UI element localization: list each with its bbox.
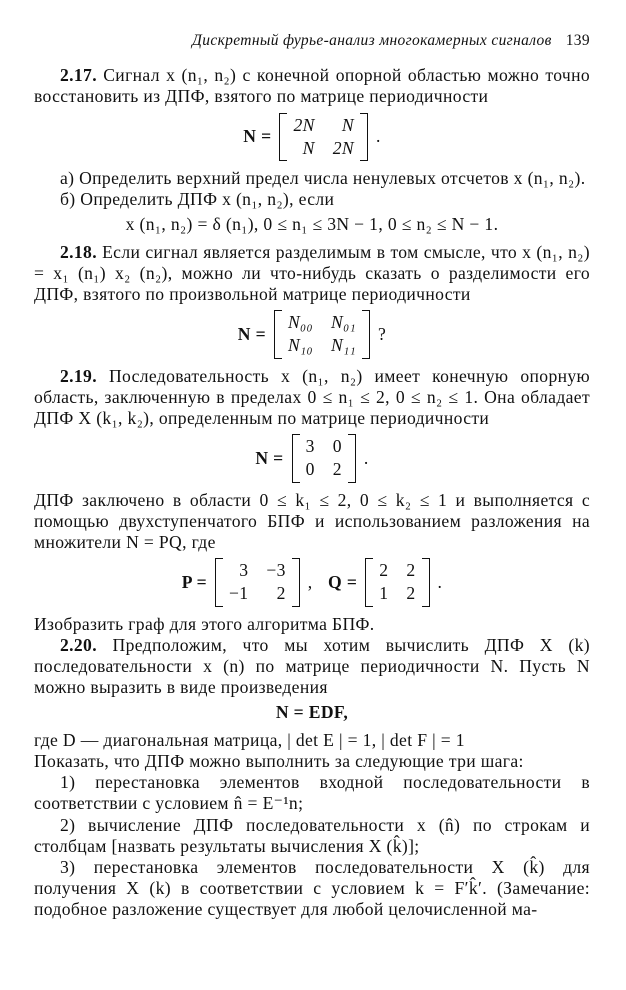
matrix-cell: 3	[239, 560, 249, 581]
matrix-label: N =	[237, 323, 266, 344]
problem-2-17-intro	[34, 65, 590, 107]
problem-text: Сигнал x (n₁, n₂) с конечной опорной областью можно точно восстановить из ДПФ, взятого по матрице периодичности	[34, 65, 591, 107]
right-bracket	[360, 113, 368, 161]
right-bracket	[362, 310, 370, 358]
problem-2-18	[34, 242, 590, 306]
problem-2-20-text3: Показать, что ДПФ можно выполнить за следующие три шага:	[34, 750, 524, 771]
matrix-equation-2-17: N = 2N N N 2N .	[34, 113, 590, 161]
matrix-cell: 2	[276, 583, 286, 604]
left-bracket	[279, 113, 287, 161]
problem-2-19-task: Изобразить граф для этого алгоритма БПФ.	[34, 613, 375, 634]
matrix-grid	[223, 558, 292, 606]
equation-edf: N = EDF,	[275, 702, 349, 723]
problem-number: 2.19.	[60, 365, 97, 386]
right-bracket	[348, 434, 356, 482]
left-bracket	[215, 558, 223, 606]
problem-number: 2.17.	[60, 65, 97, 86]
question-mark: ?	[378, 323, 387, 344]
matrix-equation-2-19: N = 3 0 0 2 .	[34, 434, 590, 482]
matrix-cell: 2	[406, 583, 416, 604]
problem-2-20-text2: где D — диагональная матрица, | det E | = 1, | det F | = 1	[34, 729, 465, 750]
running-header	[34, 30, 590, 51]
matrix-label: N =	[255, 447, 284, 468]
left-bracket	[365, 558, 373, 606]
matrix-grid	[373, 558, 421, 606]
left-bracket	[274, 310, 282, 358]
step-3: 3) перестановка элементов последовательности X (k̂) для получения X (k) в соответствии с условием k = F′k̂′. (Замечание: подобное разложение существует для любой целочисленной ма-	[34, 856, 590, 920]
matrix-n	[292, 434, 356, 482]
matrix-label: Q =	[328, 571, 358, 592]
matrix-label: P =	[181, 571, 207, 592]
problem-number: 2.20.	[60, 634, 97, 655]
matrix-label: N =	[243, 126, 272, 147]
matrix-cell: 0	[305, 459, 315, 480]
problem-2-19	[34, 366, 590, 430]
matrix-cell: 0	[332, 436, 342, 457]
step-2: 2) вычисление ДПФ последовательности x (n̂) по строкам и столбцам [назвать результаты вычисления X (k̂)];	[34, 814, 590, 856]
matrix-cell: N	[341, 114, 354, 135]
matrix-cell: N₁₀	[287, 335, 313, 356]
problem-2-17-b: б) Определить ДПФ x (n₁, n₂), если	[60, 189, 335, 210]
matrix-cell: N₀₀	[287, 312, 313, 333]
matrix-cell: 2	[332, 459, 342, 480]
problem-2-19-text2: ДПФ заключено в области 0 ≤ k₁ ≤ 2, 0 ≤ k₂ ≤ 1 и выполняется с помощью двухступенчатого БПФ и использованием разложения на множители N = PQ, где	[34, 489, 590, 553]
problem-number: 2.18.	[60, 241, 97, 262]
problem-2-20	[34, 635, 590, 699]
matrix-cell: 2	[406, 560, 416, 581]
step-1: 1) перестановка элементов входной последовательности в соответствии с условием n̂ = E⁻¹n;	[34, 772, 590, 814]
matrix-p	[215, 558, 300, 606]
matrix-n	[279, 113, 367, 161]
matrix-cell: −1	[228, 583, 249, 604]
matrix-cell: 2N	[293, 114, 315, 135]
matrix-cell: N	[302, 137, 315, 158]
page	[34, 30, 590, 921]
problem-text: Если сигнал является разделимым в том смысле, что x (n₁, n₂) = x₁ (n₁) x₂ (n₂), можно ли что-нибудь сказать о разделимости его ДПФ, взятого по произвольной матрице периодичности	[34, 241, 590, 305]
problem-2-17-a: а) Определить верхний предел числа ненулевых отсчетов x (n₁, n₂).	[60, 168, 586, 189]
matrix-n	[274, 310, 370, 358]
matrix-grid	[300, 434, 348, 482]
matrix-q	[365, 558, 429, 606]
left-bracket	[292, 434, 300, 482]
problem-text: Предположим, что мы хотим вычислить ДПФ X (k) последовательности x (n) по матрице периодичности N. Пусть N можно выразить в виде произведения	[34, 634, 590, 698]
matrix-cell: N₁₁	[331, 335, 357, 356]
header-title: Дискретный фурье-анализ многокамерных сигналов	[192, 32, 552, 49]
matrix-cell: 2N	[332, 137, 354, 158]
matrix-equation-pq: P = 3 −3 −1 2 , Q = 2 2 1 2 .	[34, 558, 590, 606]
right-bracket	[292, 558, 300, 606]
matrix-cell: 3	[305, 436, 315, 457]
matrix-cell: −3	[266, 560, 286, 581]
right-bracket	[422, 558, 430, 606]
matrix-cell: 2	[379, 560, 389, 581]
page-number: 139	[565, 32, 590, 49]
matrix-equation-2-18	[34, 310, 590, 358]
problem-2-17-condition: x (n₁, n₂) = δ (n₁), 0 ≤ n₁ ≤ 3N − 1, 0 ≤ n₂ ≤ N − 1.	[125, 214, 499, 235]
matrix-grid	[282, 310, 362, 358]
problem-text: Последовательность x (n₁, n₂) имеет конечную опорную область, заключенную в пределах 0 ≤ n₁ ≤ 2, 0 ≤ n₂ ≤ 1. Она обладает ДПФ X (k₁, k₂), определенным по матрице периодичности	[34, 365, 590, 429]
matrix-cell: N₀₁	[331, 312, 357, 333]
matrix-grid	[287, 113, 359, 161]
matrix-cell: 1	[379, 583, 389, 604]
